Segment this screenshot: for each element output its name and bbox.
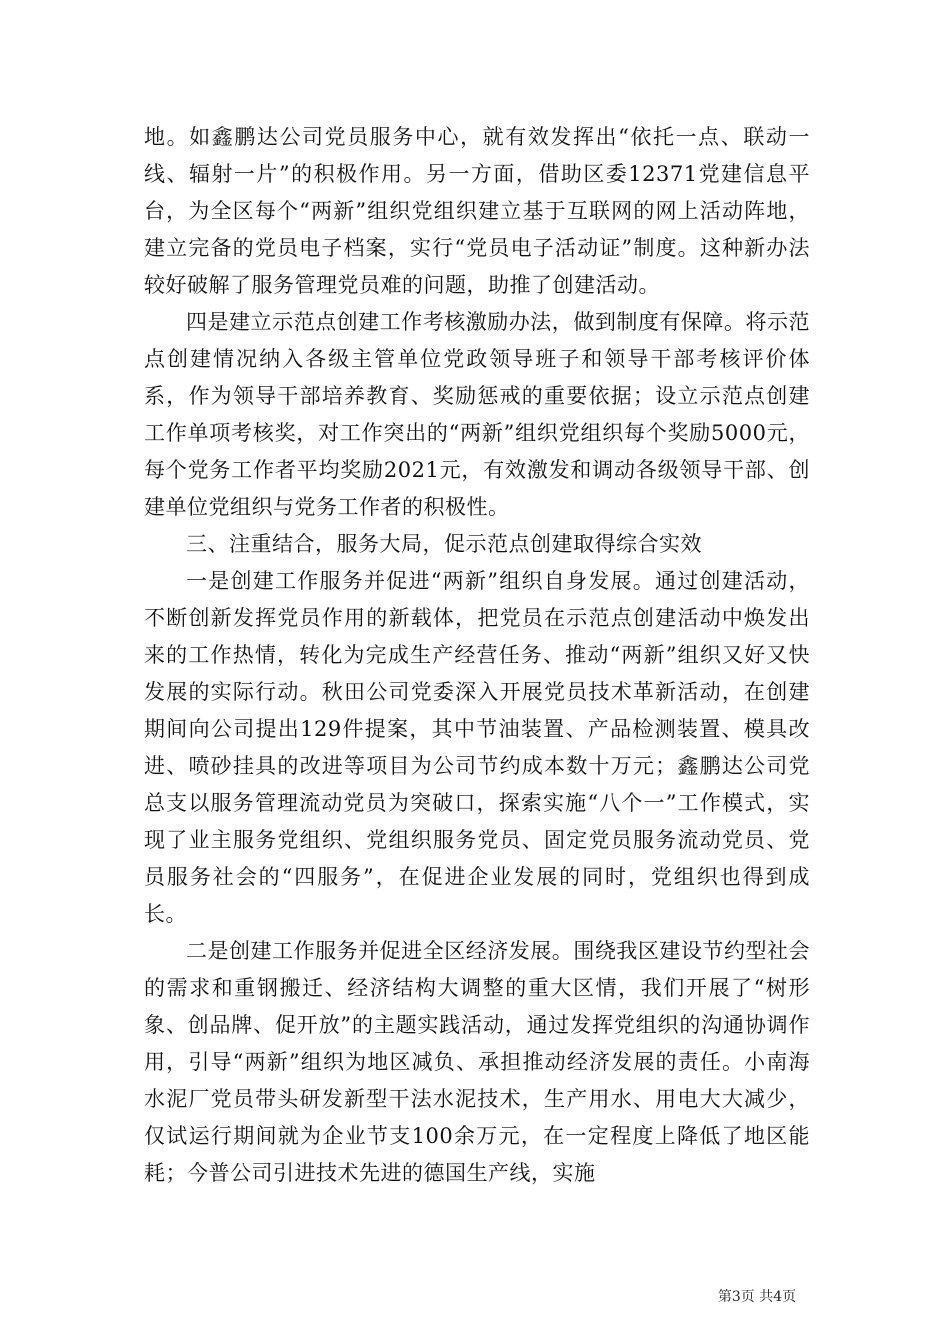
section-heading-three: 三、注重结合，服务大局，促示范点创建取得综合实效 [186,532,702,556]
paragraph-organization-development: 一是创建工作服务并促进“两新”组织自身发展。通过创建活动，不断创新发挥党员作用的新载体，把党员在示范点创建活动中焕发出来的工作热情，转化为完成生产经营任务、推动“两新”组织又好又快发展的实际行动。秋田公司党委深入开展党员技术革新活动，在创建期间向公司提出129件提案，其中节油装置、产品检测装置、模具改进、喷砂挂具的改进等项目为公司节约成本数十万元；鑫鹏达公司党总支以服务管理流动党员为突破口，探索实施“八个一”工作模式，实现了业主服务党组织、党组织服务党员、固定党员服务流动党员、党员服务社会的“四服务”，在促进企业发展的同时，党组织也得到成长。 [144,569,810,926]
document-body [144,119,810,1192]
paragraph-continuation: 地。如鑫鹏达公司党员服务中心，就有效发挥出“依托一点、联动一线、辐射一片”的积极作用。另一方面，借助区委12371党建信息平台，为全区每个“两新”组织党组织建立基于互联网的网上活动阵地，建立完备的党员电子档案，实行“党员电子活动证”制度。这种新办法较好破解了服务管理党员难的问题，助推了创建活动。 [144,125,810,297]
paragraph-economic-development: 二是创建工作服务并促进全区经济发展。围绕我区建设节约型社会的需求和重钢搬迁、经济结构大调整的重大区情，我们开展了“树形象、创品牌、促开放”的主题实践活动，通过发挥党组织的沟通协调作用，引导“两新”组织为地区减负、承担推动经济发展的责任。小南海水泥厂党员带头研发新型干法水泥技术，生产用水、用电大大减少，仅试运行期间就为企业节支100余万元，在一定程度上降低了地区能耗；今普公司引进技术先进的德国生产线，实施 [144,939,810,1185]
page-footer [0,1288,950,1306]
paragraph-incentive-measures: 四是建立示范点创建工作考核激励办法，做到制度有保障。将示范点创建情况纳入各级主管单位党政领导班子和领导干部考核评价体系，作为领导干部培养教育、奖励惩戒的重要依据；设立示范点创建工作单项考核奖，对工作突出的“两新”组织党组织每个奖励5000元，每个党务工作者平均奖励2021元，有效激发和调动各级领导干部、创建单位党组织与党务工作者的积极性。 [144,310,810,519]
page-number: 第3页 共4页 [717,1289,797,1305]
